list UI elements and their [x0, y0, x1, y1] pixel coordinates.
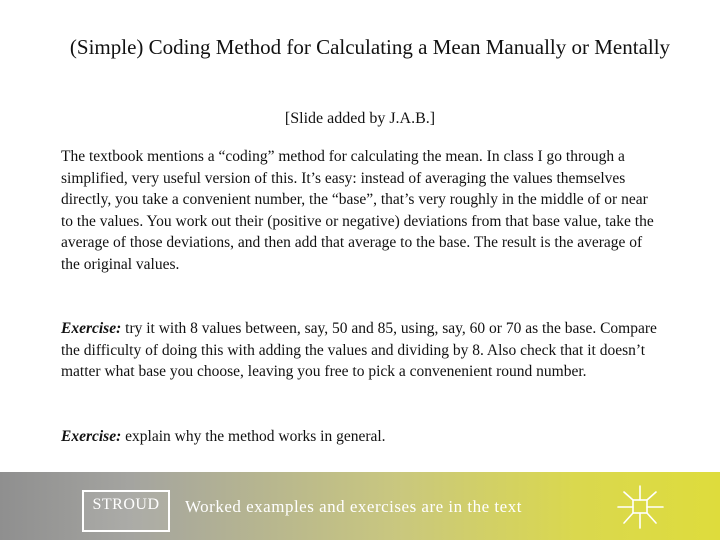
- stroud-logo-box: [82, 490, 170, 532]
- compass-star-icon: [614, 484, 666, 530]
- exercise-2-paragraph: [61, 426, 661, 448]
- slide-attribution-note: [Slide added by J.A.B.]: [284, 110, 436, 127]
- stroud-brand-text: STROUD: [92, 496, 160, 513]
- method-description-paragraph: The textbook mentions a “coding” method for calculating the mean. In class I go through a simplified, very useful version of this. It’s easy: instead of averaging the values themselves directly, you take a convenient number, the “base”, that’s very roughly in the middle of or near to the values. You work out their (positive or negative) deviations from that base value, take the average of those deviations, and then add that average to the base. The result is the average of the original values.: [61, 148, 654, 273]
- footer-caption: Worked examples and exercises are in the text: [185, 497, 522, 516]
- exercise-2-label: Exercise:: [61, 428, 122, 445]
- slide-title: (Simple) Coding Method for Calculating a Mean Manually or Mentally: [69, 35, 671, 59]
- exercise-1-paragraph: [61, 318, 661, 383]
- footer-bar: [0, 472, 720, 540]
- exercise-2-text: explain why the method works in general.: [121, 428, 386, 445]
- exercise-1-label: Exercise:: [61, 320, 122, 337]
- exercise-1-text: try it with 8 values between, say, 50 and 85, using, say, 60 or 70 as the base. Compare the difficulty of doing this with adding the values and dividing by 8. Also check that it doesn’t matter what base you choose, leaving you free to pick a convenenient round number.: [61, 320, 657, 380]
